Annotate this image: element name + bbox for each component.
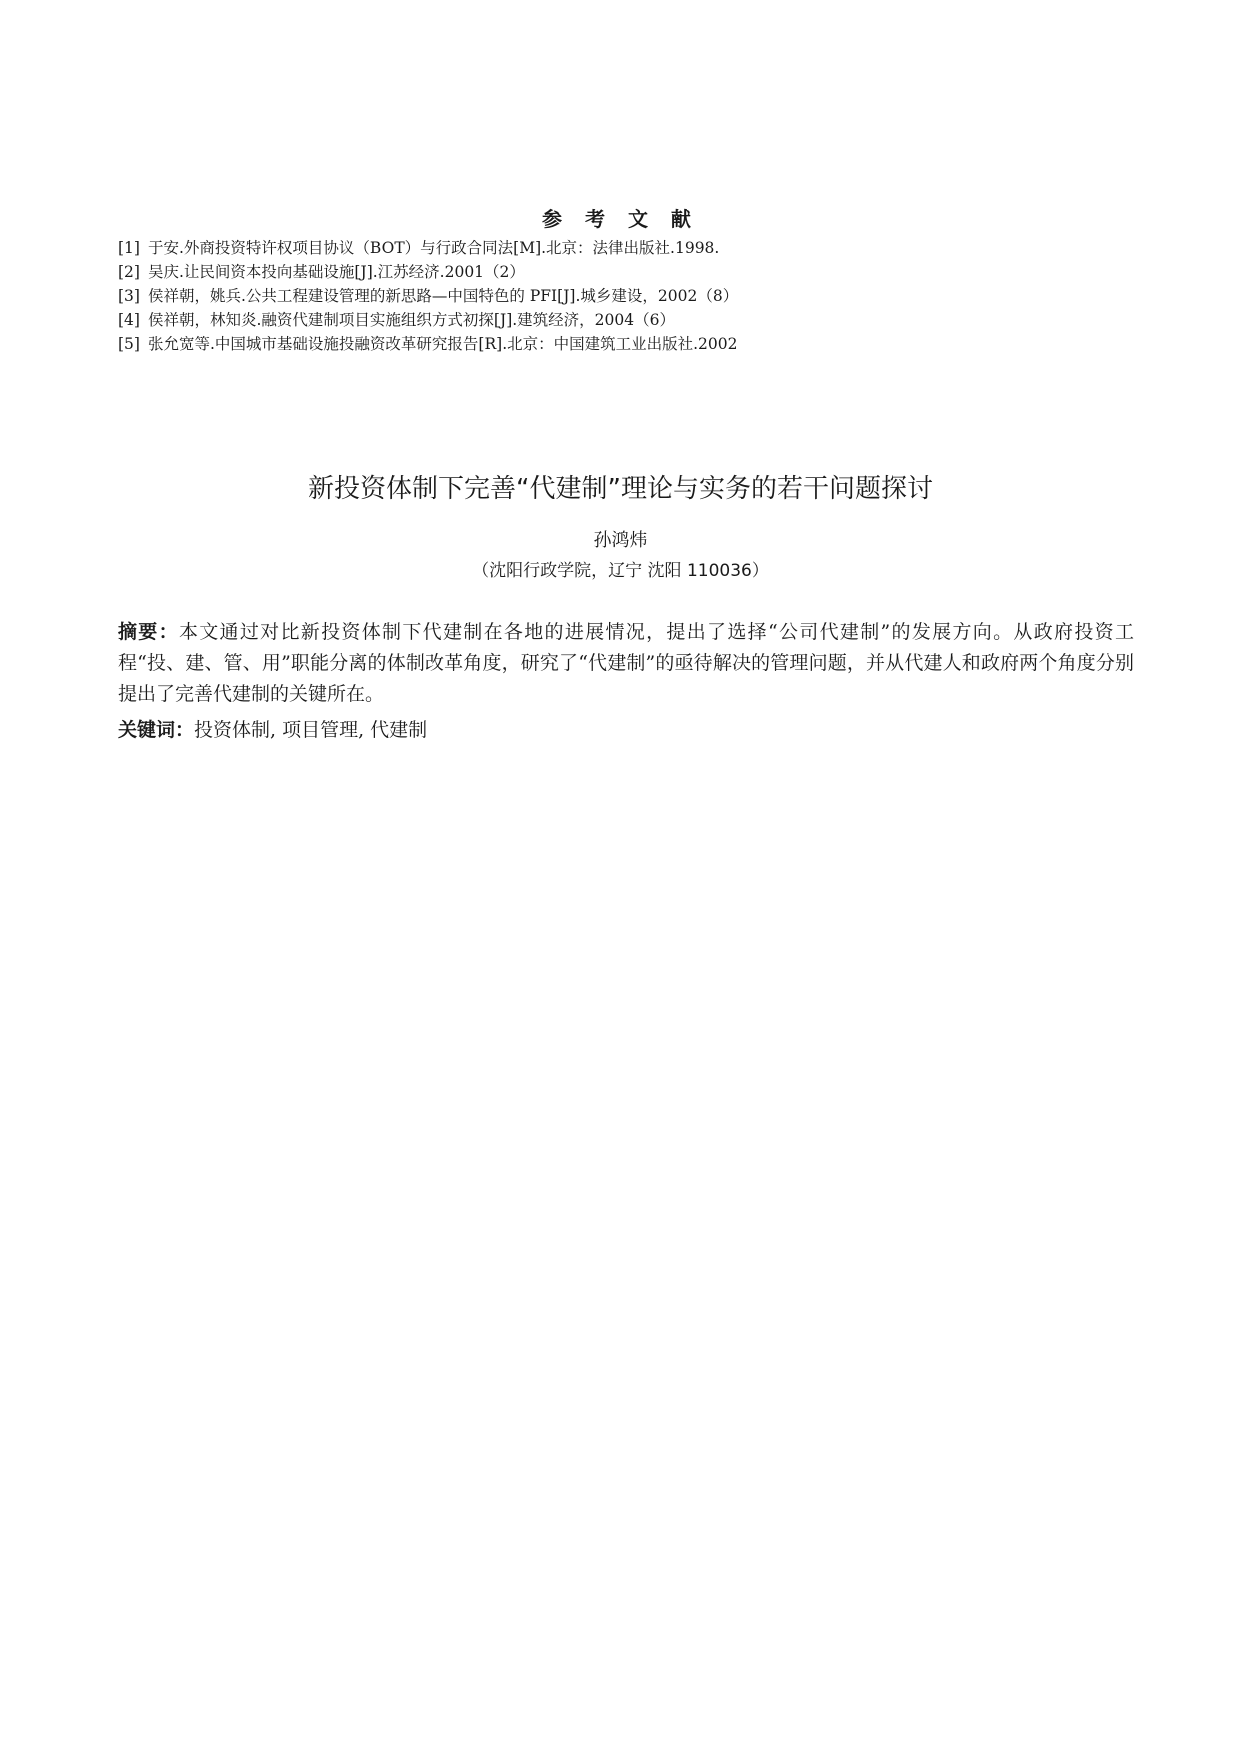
- paper-title: 新投资体制下完善“代建制”理论与实务的若干问题探讨: [308, 474, 933, 504]
- reference-text: 于安.外商投资特许权项目协议（BOT）与行政合同法[M].北京：法律出版社.1998.: [148, 239, 720, 257]
- reference-text: 侯祥朝，姚兵.公共工程建设管理的新思路—中国特色的 PFI[J].城乡建设，2002（8）: [148, 287, 739, 305]
- reference-item: [118, 260, 1118, 284]
- reference-item: [118, 284, 1118, 308]
- reference-number: [5]: [118, 335, 140, 353]
- reference-text: 吴庆.让民间资本投向基础设施[J].江苏经济.2001（2）: [148, 263, 525, 281]
- reference-number: [4]: [118, 311, 140, 329]
- reference-number: [2]: [118, 263, 140, 281]
- reference-item: [118, 308, 1118, 332]
- reference-text: 侯祥朝，林知炎.融资代建制项目实施组织方式初探[J].建筑经济，2004（6）: [148, 311, 675, 329]
- keywords: [118, 715, 1134, 746]
- reference-number: [1]: [118, 239, 140, 257]
- keywords-text: 投资体制, 项目管理, 代建制: [194, 719, 428, 741]
- author-name: 孙鸿炜: [593, 530, 648, 551]
- abstract: [118, 617, 1134, 710]
- keywords-label: 关键词：: [118, 719, 195, 741]
- abstract-label: 摘要：: [118, 621, 179, 643]
- reference-item: [118, 332, 1118, 356]
- reference-item: [118, 236, 1118, 260]
- reference-number: [3]: [118, 287, 140, 305]
- author-affiliation: （沈阳行政学院，辽宁 沈阳 110036）: [472, 561, 769, 581]
- references-list: [118, 236, 1118, 356]
- reference-text: 张允宽等.中国城市基础设施投融资改革研究报告[R].北京：中国建筑工业出版社.2002: [148, 335, 738, 353]
- abstract-text: 本文通过对比新投资体制下代建制在各地的进展情况，提出了选择“公司代建制”的发展方向。从政府投资工程“投、建、管、用”职能分离的体制改革角度，研究了“代建制”的亟待解决的管理问题，并从代建人和政府两个角度分别提出了完善代建制的关键所在。: [118, 621, 1134, 705]
- references-heading: 参 考 文 献: [542, 207, 699, 231]
